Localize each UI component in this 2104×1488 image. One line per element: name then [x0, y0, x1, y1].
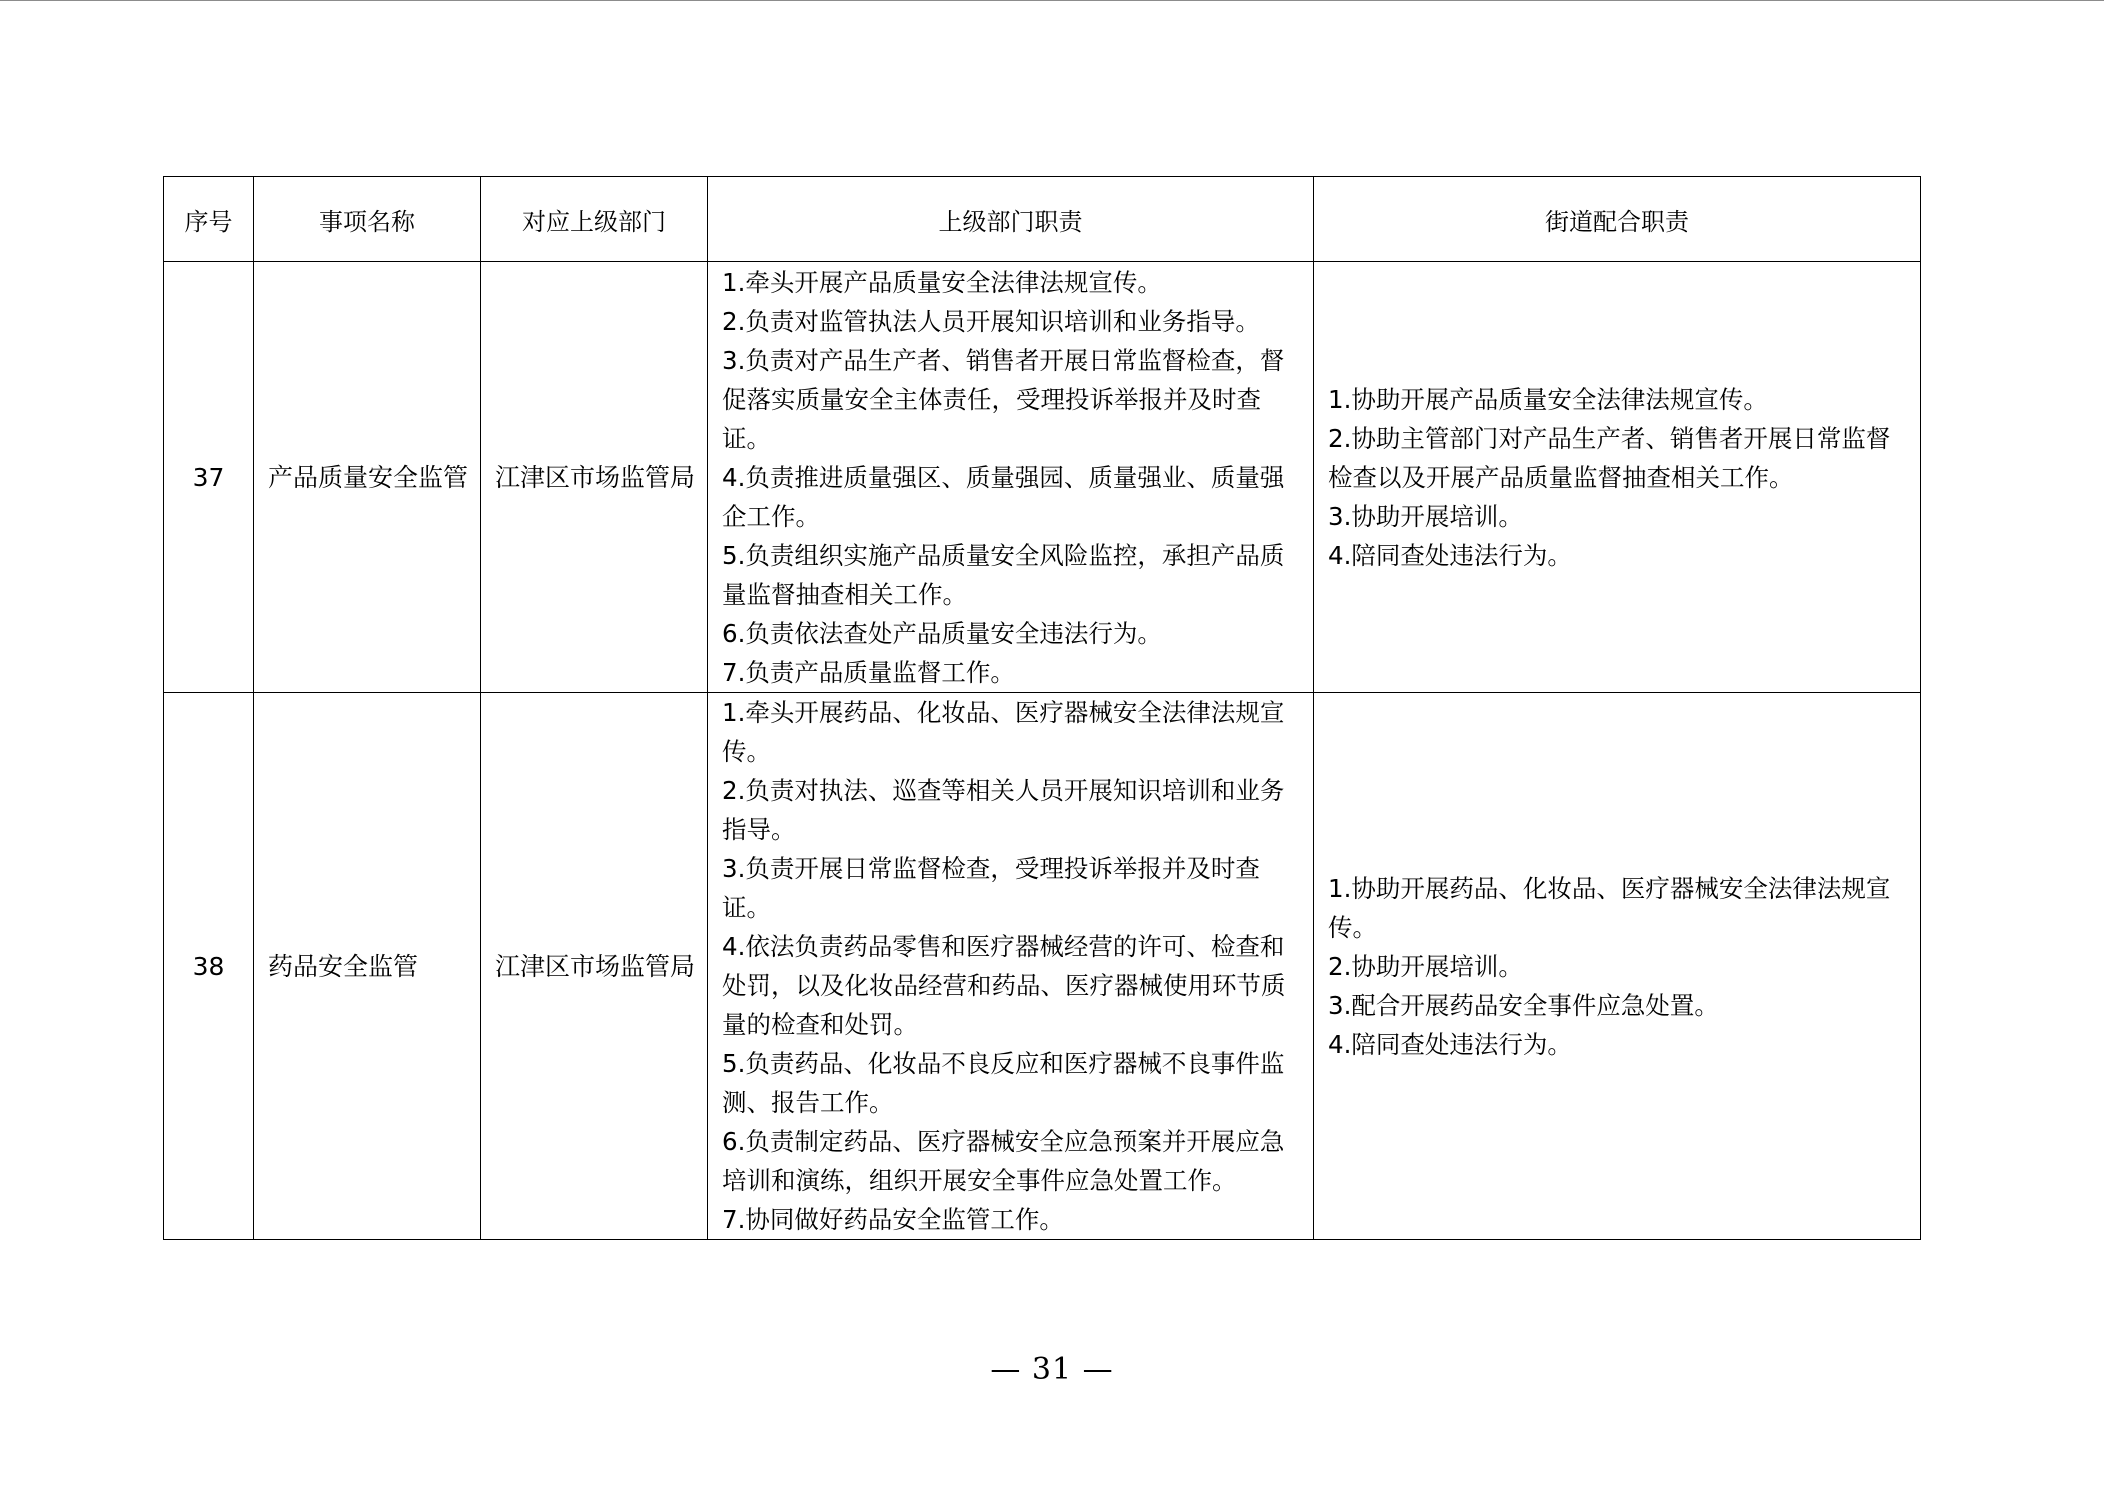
street-duty-item: 2.协助主管部门对产品生产者、销售者开展日常监督检查以及开展产品质量监督抽查相关工作。: [1328, 423, 1891, 492]
superior-duty-item: 7.负责产品质量监督工作。: [722, 657, 1015, 687]
page-number: — 31 —: [990, 1352, 1114, 1387]
street-duty-item: 1.协助开展产品质量安全法律法规宣传。: [1328, 384, 1768, 414]
street-duty-item: 4.陪同查处违法行为。: [1328, 540, 1572, 570]
street-duty-item: 3.配合开展药品安全事件应急处置。: [1328, 990, 1719, 1020]
street-duty-list: [1328, 869, 1910, 1064]
superior-duty-item: 1.牵头开展药品、化妆品、医疗器械安全法律法规宣传。: [722, 698, 1285, 766]
header-department: 对应上级部门: [481, 177, 708, 262]
table-row: [164, 262, 1921, 693]
row-item-name: 产品质量安全监管: [254, 262, 481, 693]
superior-duty-item: 1.牵头开展产品质量安全法律法规宣传。: [722, 267, 1162, 297]
row-department: 江津区市场监管局: [481, 693, 708, 1240]
page-top-rule: [0, 0, 2104, 1]
superior-duty-item: 5.负责药品、化妆品不良反应和医疗器械不良事件监测、报告工作。: [722, 1049, 1285, 1117]
header-superior-duties: 上级部门职责: [708, 177, 1314, 262]
table-row: [164, 693, 1921, 1240]
row-serial-no: 37: [164, 262, 254, 693]
row-street-duties-cell: [1314, 693, 1921, 1240]
row-serial-no: 38: [164, 693, 254, 1240]
street-duty-list: [1328, 380, 1910, 575]
superior-duty-list: [722, 693, 1303, 1239]
header-street-duties: 街道配合职责: [1314, 177, 1921, 262]
superior-duty-item: 4.依法负责药品零售和医疗器械经营的许可、检查和处罚，以及化妆品经营和药品、医疗器械使用环节质量的检查和处罚。: [722, 932, 1286, 1039]
row-item-name: 药品安全监管: [254, 693, 481, 1240]
table-header-row: [164, 177, 1921, 262]
row-street-duties-cell: [1314, 262, 1921, 693]
superior-duty-item: 4.负责推进质量强区、质量强园、质量强业、质量强企工作。: [722, 462, 1285, 531]
superior-duty-item: 2.负责对监管执法人员开展知识培训和业务指导。: [722, 306, 1260, 336]
header-serial-no: 序号: [164, 177, 254, 262]
header-item-name: 事项名称: [254, 177, 481, 262]
street-duty-item: 1.协助开展药品、化妆品、医疗器械安全法律法规宣传。: [1328, 873, 1891, 942]
street-duty-item: 3.协助开展培训。: [1328, 501, 1523, 531]
superior-duty-item: 6.负责制定药品、医疗器械安全应急预案并开展应急培训和演练，组织开展安全事件应急处置工作。: [722, 1127, 1285, 1195]
row-superior-duties-cell: [708, 693, 1314, 1240]
superior-duty-item: 3.负责开展日常监督检查，受理投诉举报并及时查证。: [722, 854, 1260, 922]
superior-duty-item: 6.负责依法查处产品质量安全违法行为。: [722, 618, 1162, 648]
row-superior-duties-cell: [708, 262, 1314, 693]
duty-table: [163, 176, 1921, 1240]
superior-duty-item: 2.负责对执法、巡查等相关人员开展知识培训和业务指导。: [722, 776, 1285, 844]
superior-duty-item: 7.协同做好药品安全监管工作。: [722, 1205, 1064, 1234]
street-duty-item: 4.陪同查处违法行为。: [1328, 1029, 1572, 1059]
superior-duty-list: [722, 263, 1303, 692]
superior-duty-item: 5.负责组织实施产品质量安全风险监控，承担产品质量监督抽查相关工作。: [722, 540, 1285, 609]
superior-duty-item: 3.负责对产品生产者、销售者开展日常监督检查，督促落实质量安全主体责任，受理投诉举报并及时查证。: [722, 345, 1285, 453]
street-duty-item: 2.协助开展培训。: [1328, 951, 1523, 981]
row-department: 江津区市场监管局: [481, 262, 708, 693]
